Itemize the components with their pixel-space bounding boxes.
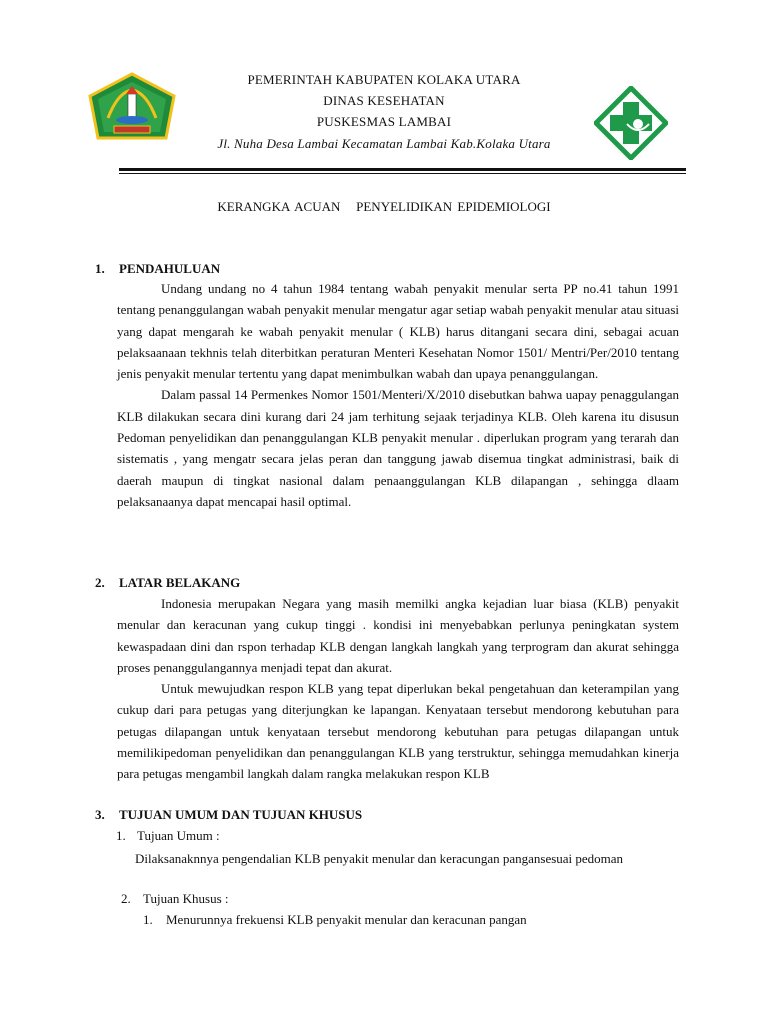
tujuan-umum-text: Dilaksanaknnya pengendalian KLB penyakit menular dan keracungan pangansesuai pedoman xyxy=(135,851,624,866)
list-item-number: 1. xyxy=(116,828,126,843)
list-item-label: Tujuan Khusus : xyxy=(143,891,229,906)
list-item-label: Tujuan Umum : xyxy=(137,828,220,843)
section-3-title: TUJUAN UMUM DAN TUJUAN KHUSUS xyxy=(119,807,363,822)
section-1-body xyxy=(117,278,679,512)
document-title: KERANGKA ACUAN PENYELIDIKAN EPIDEMIOLOGI xyxy=(217,199,551,214)
header-puskesmas: PUSKESMAS LAMBAI xyxy=(316,114,452,129)
sub-item-number: 1. xyxy=(143,912,153,927)
header-department: DINAS KESEHATAN xyxy=(323,93,445,108)
section-1-paragraph: Dalam passal 14 Permenkes Nomor 1501/Menteri/X/2010 disebutkan bahwa uapay penaggulangan KLB dilakukan secara dini kurang dari 24 jam terhitung sejaak terjadinya KLB. Oleh karena itu disusun Pedoman penyelidikan dan penanggulangan KLB penyakit menular . diperlukan program yang terarah dan sistematis , yang mengatr secara jelas peran dan tanggung jawab disemua tingkat administrasi, baik di daerah maupun di tingkat nasional dalam penaanggulangan KLB dilapangan , sehingga dlaam pelaksanaanya dapat mencapai hasil optimal. xyxy=(117,387,679,509)
list-item-text xyxy=(135,848,679,869)
section-2-paragraph: Indonesia merupakan Negara yang masih memilki angka kejadian luar biasa (KLB) penyakit menular dan keracunan yang cukup tinggi . kondisi ini menyebabkan perlunya peningkatan system kewaspadaan dini dan rspon terhadap KLB dengan langkah langkah yang terprogram dan akurat sehingga proses penanggulangannya menjadi tepat dan akurat. xyxy=(117,596,679,675)
header-address: Jl. Nuha Desa Lambai Kecamatan Lambai Kab.Kolaka Utara xyxy=(217,136,551,151)
section-1-title: PENDAHULUAN xyxy=(119,261,221,276)
header-government: PEMERINTAH KABUPATEN KOLAKA UTARA xyxy=(247,72,521,87)
section-2-title: LATAR BELAKANG xyxy=(119,575,241,590)
header-divider-thin xyxy=(119,173,686,174)
section-2-paragraph: Untuk mewujudkan respon KLB yang tepat diperlukan bekal pengetahuan dan keterampilan yang cukup dari para petugas yang diterjungkan ke lapangan. Kenyataan tersebut mendorong kebutuhan para petugas dilapangan untuk kenyataan tersebut mendorong kebutuhan para petugas dilapangan untuk memilikipedoman penyelidikan dan penanggulangan KLB yang terstruktur, sehingga memudahkan kinerja para petugas mengambil langkah dalam rangka melakukan respon KLB xyxy=(117,681,679,782)
list-item-number: 2. xyxy=(121,891,131,906)
section-3-number: 3. xyxy=(95,807,105,822)
section-1-paragraph: Undang undang no 4 tahun 1984 tentang wabah penyakit menular serta PP no.41 tahun 1991 tentang penanggulangan wabah penyakit menular mengatur agar setiap wabah penyakit menular atau situasi yang dapat mengarah ke wabah penyakit menular ( KLB) harus ditangani secara dini, sebagai acuan pelaksaanaan tekhnis telah diterbitkan peraturan Menteri Kesehatan Nomor 1501/ Mentri/Per/2010 tentang jenis penyakit menular tertentu yang dapat menimbulkan wabah dan upaya penanggulangan. xyxy=(117,281,679,382)
sub-item-text: Menurunnya frekuensi KLB penyakit menular dan keracunan pangan xyxy=(166,912,527,927)
section-2-body xyxy=(117,593,679,785)
section-1-number: 1. xyxy=(95,261,105,276)
puskesmas-cross-icon xyxy=(594,86,668,160)
header-divider-thick xyxy=(119,168,686,171)
section-2-number: 2. xyxy=(95,575,105,590)
